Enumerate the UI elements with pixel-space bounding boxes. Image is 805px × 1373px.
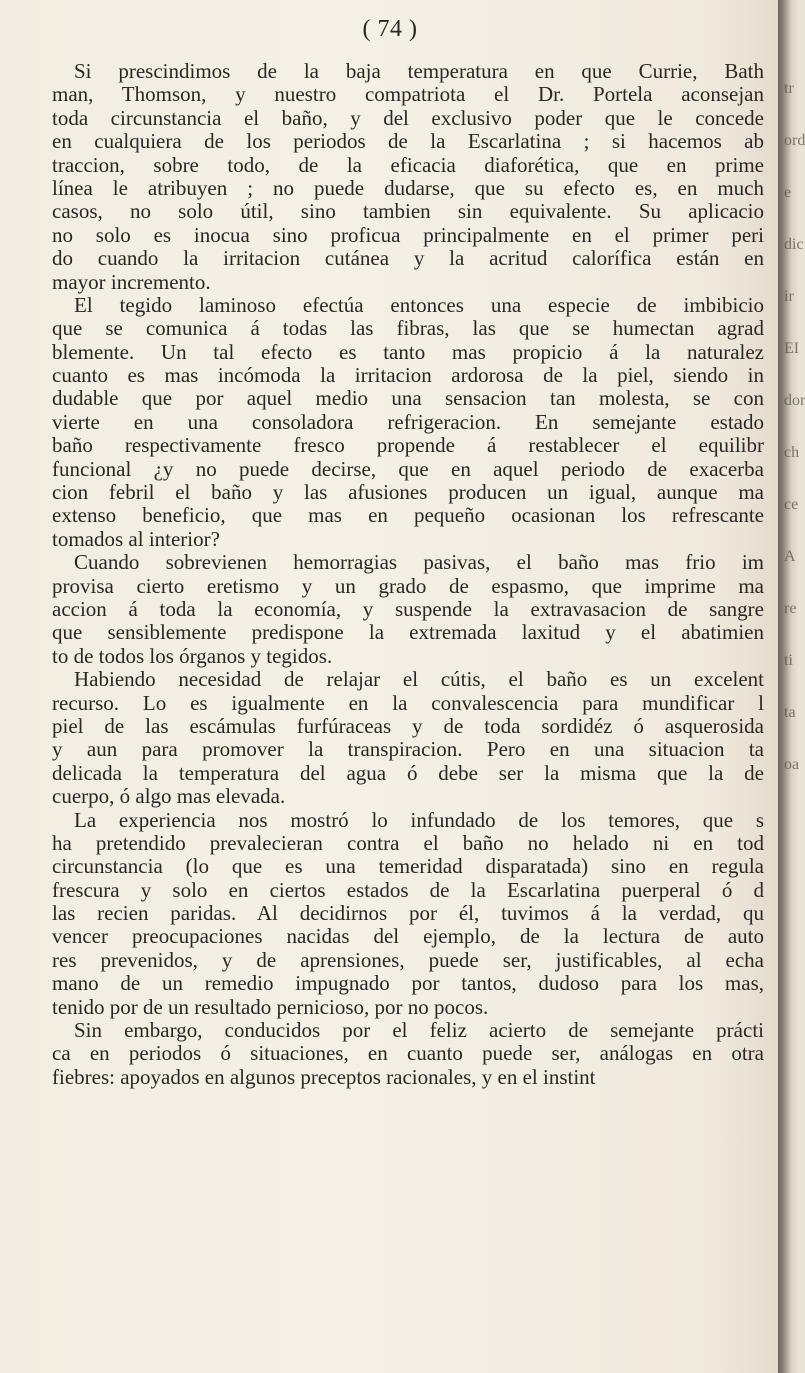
- text-line: provisa cierto eretismo y un grado de espasmo, que imprime ma: [52, 573, 764, 598]
- text-line: toda circunstancia el baño, y del exclusivo poder que le concede: [52, 105, 764, 130]
- facing-page-fragment: re: [784, 600, 797, 617]
- text-line: que sensiblemente predispone la extremada laxitud y el abatimien: [52, 620, 764, 645]
- text-line: ca en periodos ó situaciones, en cuanto puede ser, análogas en otra: [52, 1041, 764, 1066]
- text-line: en cualquiera de los periodos de la Escarlatina ; si hacemos ab: [52, 129, 764, 154]
- text-line: recurso. Lo es igualmente en la convalescencia para mundificar l: [52, 690, 764, 715]
- text-line: blemente. Un tal efecto es tanto mas propicio á la naturalez: [52, 339, 764, 364]
- text-line: traccion, sobre todo, de la eficacia diaforética, que en prime: [52, 152, 764, 177]
- facing-page-fragment: ord: [784, 132, 805, 149]
- text-line: El tegido laminoso efectúa entonces una especie de imbibicio: [74, 292, 764, 317]
- facing-page-fragment: dic: [784, 236, 804, 253]
- text-line: tomados al interior?: [52, 526, 220, 551]
- text-line: cuanto es mas incómoda la irritacion ardorosa de la piel, siendo in: [52, 363, 764, 388]
- text-line: cuerpo, ó algo mas elevada.: [52, 784, 286, 809]
- text-line: Habiendo necesidad de relajar el cútis, el baño es un excelent: [74, 667, 764, 692]
- text-line: Cuando sobrevienen hemorragias pasivas, el baño mas frio im: [74, 550, 764, 575]
- text-line: mayor incremento.: [52, 269, 211, 294]
- text-line: man, Thomson, y nuestro compatriota el Dr. Portela aconsejan: [52, 82, 764, 107]
- text-line: extenso beneficio, que mas en pequeño ocasionan los refrescante: [52, 503, 764, 528]
- facing-page-fragment: e: [784, 184, 792, 201]
- text-line: delicada la temperatura del agua ó debe ser la misma que la de: [52, 760, 764, 785]
- body-text: [52, 60, 764, 1089]
- facing-page-fragment: ir: [784, 288, 794, 305]
- text-line: ha pretendido prevalecieran contra el baño no helado ni en tod: [52, 830, 764, 855]
- text-line: Sin embargo, conducidos por el feliz acierto de semejante prácti: [74, 1018, 764, 1043]
- text-line: dudable que por aquel medio una sensacion tan molesta, se con: [52, 386, 764, 411]
- facing-page-fragment: ta: [784, 704, 796, 721]
- text-line: res prevenidos, y de aprensiones, puede ser, justificables, al echa: [52, 947, 764, 972]
- text-line: y aun para promover la transpiracion. Pero en una situacion ta: [52, 737, 764, 762]
- text-line: frescura y solo en ciertos estados de la Escarlatina puerperal ó d: [52, 877, 764, 902]
- text-line: do cuando la irritacion cutánea y la acritud calorífica están en: [52, 246, 764, 271]
- text-line: fiebres: apoyados en algunos preceptos racionales, y en el instint: [52, 1064, 596, 1089]
- text-line: mano de un remedio impugnado por tantos, dudoso para los mas,: [52, 971, 764, 996]
- text-line: casos, no solo útil, sino tambien sin equivalente. Su aplicacio: [52, 199, 764, 224]
- text-line: funcional ¿y no puede decirse, que en aquel periodo de exacerba: [52, 456, 764, 481]
- text-line: que se comunica á todas las fibras, las que se humectan agrad: [52, 316, 764, 341]
- page-number: ( 74 ): [362, 16, 418, 42]
- facing-page-edge: [778, 0, 805, 1373]
- facing-page-fragment: ti: [784, 652, 793, 669]
- text-line: cion febril el baño y las afusiones producen un igual, aunque ma: [52, 480, 764, 505]
- text-line: línea le atribuyen ; no puede dudarse, que su efecto es, en much: [52, 175, 764, 200]
- text-line: vencer preocupaciones nacidas del ejemplo, de la lectura de auto: [52, 924, 764, 949]
- facing-page-fragment: dor: [784, 392, 805, 409]
- text-line: tenido por de un resultado pernicioso, por no pocos.: [52, 994, 489, 1019]
- text-line: vierte en una consoladora refrigeracion. En semejante estado: [52, 409, 764, 434]
- text-line: no solo es inocua sino proficua principalmente en el primer peri: [52, 222, 764, 247]
- text-line: circunstancia (lo que es una temeridad disparatada) sino en regula: [52, 854, 764, 879]
- text-line: to de todos los órganos y tegidos.: [52, 643, 333, 668]
- text-line: piel de las escámulas furfúraceas y de toda sordidéz ó asquerosida: [52, 713, 764, 738]
- facing-page-fragment: ch: [784, 444, 800, 461]
- text-line: las recien paridas. Al decidirnos por él, tuvimos á la verdad, qu: [52, 901, 764, 926]
- facing-page-fragment: oa: [784, 756, 800, 773]
- text-line: baño respectivamente fresco propende á restablecer el equilibr: [52, 433, 764, 458]
- facing-page-fragment: A: [784, 548, 796, 565]
- facing-page-fragment: ce: [784, 496, 799, 513]
- text-line: accion á toda la economía, y suspende la extravasacion de sangre: [52, 596, 764, 621]
- text-line: La experiencia nos mostró lo infundado de los temores, que s: [74, 807, 764, 832]
- facing-page-fragment: EI: [784, 340, 800, 357]
- text-line: Si prescindimos de la baja temperatura en que Currie, Bath: [74, 59, 764, 83]
- facing-page-fragment: tr: [784, 80, 794, 97]
